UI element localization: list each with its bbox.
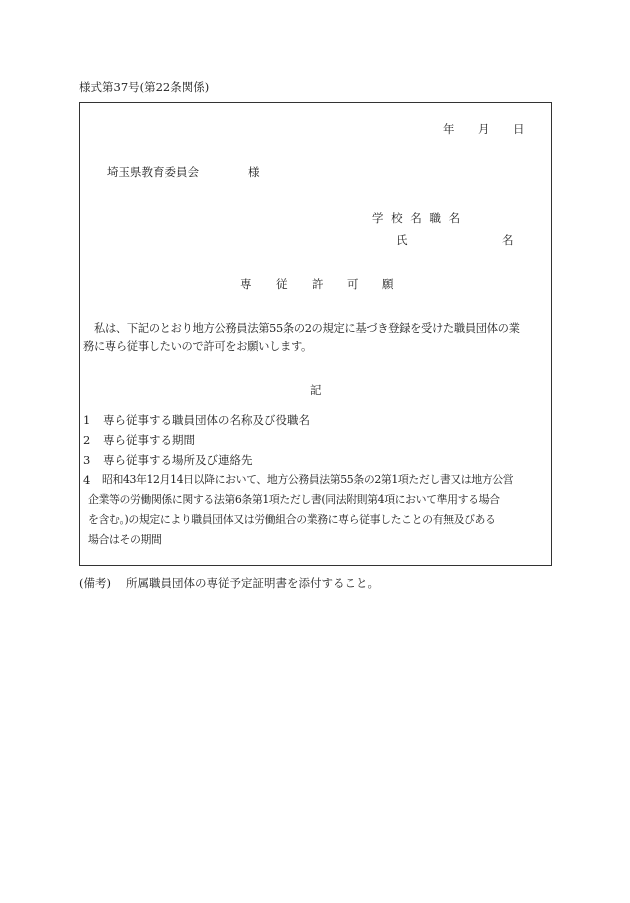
title-char: 許 [312, 277, 324, 291]
item-text: 専ら従事する職員団体の名称及び役職名 [102, 413, 310, 427]
applicant-name-label-2: 名 [502, 233, 514, 247]
date-month: 月 [478, 122, 490, 136]
remarks-text: 所属職員団体の専従予定証明書を添付すること。 [126, 576, 379, 590]
title-char: 可 [347, 277, 359, 291]
item-text: 専ら従事する期間 [102, 433, 195, 447]
body-line-1: 私は、下記のとおり地方公務員法第55条の2の規定に基づき登録を受けた職員団体の業 [94, 322, 520, 335]
body-line-2: 務に専ら従事したいので許可をお願いします。 [83, 340, 312, 353]
form-number: 様式第37号(第22条関係) [79, 80, 210, 94]
school-position-label: 学 校 名 職 名 [372, 211, 461, 225]
item-number: 1 [83, 413, 91, 427]
title-char: 専 [240, 277, 252, 291]
item-4-line-3: を含む。)の規定により職員団体又は労働組合の業務に専ら従事したことの有無及びある [88, 513, 496, 526]
item-number: 2 [83, 433, 91, 447]
form-box [79, 102, 552, 566]
item-4-line-4: 場合はその期間 [88, 533, 162, 546]
addressee-honorific: 様 [248, 165, 260, 179]
addressee-name: 埼玉県教育委員会 [107, 165, 199, 179]
title-char: 願 [382, 277, 394, 291]
item-4-line-2: 企業等の労働関係に関する法第6条第1項ただし書(同法附則第4項において準用する場合 [88, 493, 500, 506]
list-item [83, 435, 195, 447]
item-number: 3 [83, 453, 91, 467]
item-number: 4 [83, 473, 91, 487]
ki-heading: 記 [310, 383, 322, 397]
item-4-line-1: 昭和43年12月14日以降において、地方公務員法第55条の2第1項ただし書又は地方公営 [102, 473, 514, 486]
list-item [83, 455, 252, 467]
date-day: 日 [513, 122, 525, 136]
item-text: 専ら従事する場所及び連絡先 [102, 453, 253, 467]
title-char: 従 [276, 277, 288, 291]
remarks-label: (備考) [79, 576, 111, 590]
list-item [83, 415, 310, 427]
applicant-name-label-1: 氏 [396, 233, 408, 247]
date-year: 年 [443, 122, 455, 136]
